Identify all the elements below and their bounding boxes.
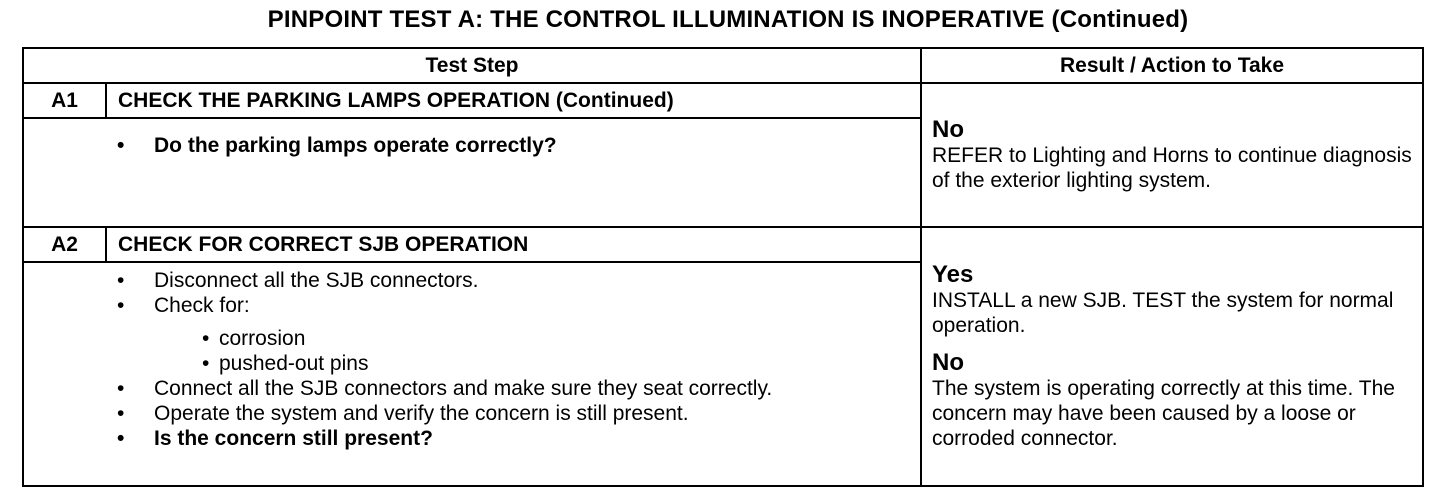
step-a1-title-row [23,83,1423,118]
result-label-yes: Yes [932,261,974,288]
table-header-row [23,48,1423,83]
pinpoint-test-table [22,47,1424,487]
result-block [932,117,1416,193]
step-id-a1: A1 [23,83,106,118]
step-a2-title-row [23,227,1423,262]
list-item: • Operate the system and verify the concern is still present. [106,401,920,426]
step-id-blank [23,118,106,227]
step-a2-result [921,227,1423,486]
step-id-a2: A2 [23,227,106,262]
result-label-no: No [932,116,964,143]
result-action-text: The system is operating correctly at this time. The concern may have been caused by a loose or corroded connector. [932,377,1395,450]
step-a2-body [106,262,921,486]
result-header: Result / Action to Take [921,48,1423,83]
sub-list-item: • corrosion [154,326,920,351]
test-step-header: Test Step [23,48,921,83]
step-id-blank [23,262,106,486]
list-item: • Disconnect all the SJB connectors. [106,268,920,293]
step-title-a1: CHECK THE PARKING LAMPS OPERATION (Continued) [106,83,921,118]
step-a1-result [921,83,1423,227]
step-a1-question: • Do the parking lamps operate correctly? [106,133,920,158]
result-label-no: No [932,349,964,376]
step-title-a2: CHECK FOR CORRECT SJB OPERATION [106,227,921,262]
result-block-no [932,350,1416,451]
result-action-text: REFER to Lighting and Horns to continue diagnosis of the exterior lighting system. [932,144,1412,192]
step-a2-list [106,268,920,451]
list-item-text: Check for: [154,294,250,317]
list-item-check-for [106,293,920,376]
list-item: • Connect all the SJB connectors and make sure they seat correctly. [106,376,920,401]
result-block-yes [932,262,1416,338]
step-a1-body [106,118,921,227]
page-title: PINPOINT TEST A: THE CONTROL ILLUMINATION IS INOPERATIVE (Continued) [267,6,1189,33]
step-a1-list [106,133,920,158]
check-for-sublist [154,326,920,376]
step-a2-question: • Is the concern still present? [106,426,920,451]
result-action-text: INSTALL a new SJB. TEST the system for normal operation. [932,289,1394,337]
sub-list-item: • pushed-out pins [154,351,920,376]
